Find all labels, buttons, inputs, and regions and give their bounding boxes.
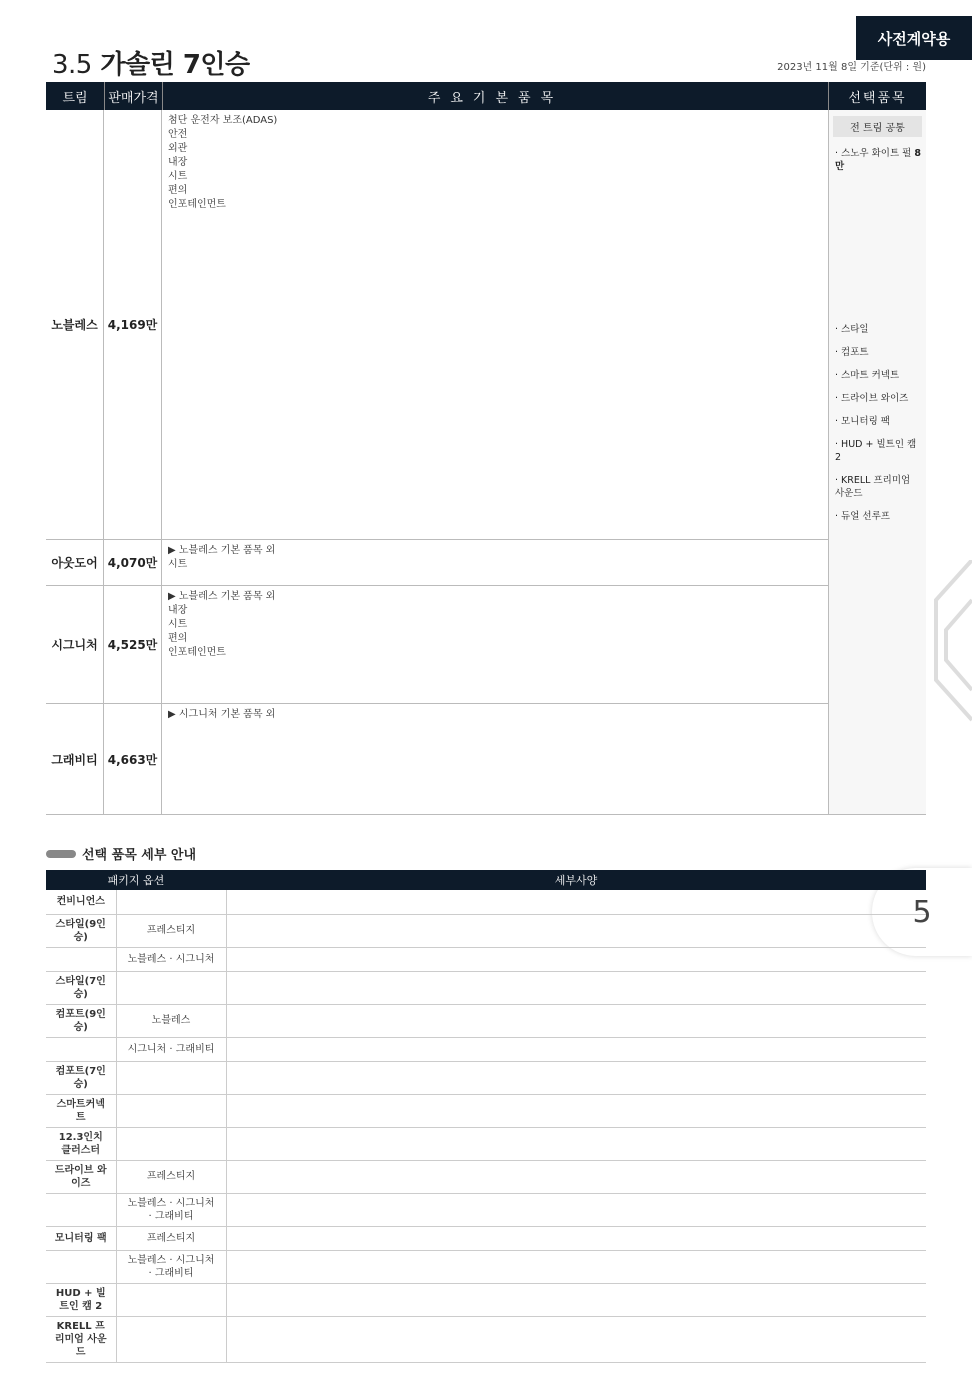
package-name: 스타일(9인승) [46, 914, 116, 947]
trim-name: 아웃도어 [46, 540, 104, 585]
feature-line: 편의 [168, 185, 188, 196]
date-note: 2023년 11월 8일 기준(단위 : 원) [777, 62, 926, 73]
package-name [46, 1250, 116, 1283]
package-name: KRELL 프리미엄 사운드 [46, 1316, 116, 1362]
trim-features [162, 540, 828, 585]
package-spec [226, 914, 926, 947]
table-row [46, 1250, 926, 1283]
package-name: 컨비니언스 [46, 890, 116, 914]
page-number-badge: 5 [872, 868, 972, 956]
package-sub-trim: 프레스티지 [116, 914, 226, 947]
package-spec [226, 1094, 926, 1127]
package-spec [226, 1250, 926, 1283]
feature-line: ▶ 노블레스 기본 품목 외 [168, 545, 276, 556]
feature-line: 편의 [168, 633, 188, 644]
package-name: 컴포트(9인승) [46, 1004, 116, 1037]
package-sub-trim [116, 1127, 226, 1160]
package-name: 스마트커넥트 [46, 1094, 116, 1127]
trim-features [162, 704, 828, 814]
feature-line: 인포테인먼트 [168, 199, 226, 210]
package-spec [226, 1037, 926, 1061]
feature-line: 내장 [168, 605, 188, 616]
title-text: 가솔린 7인승 [100, 50, 250, 80]
title-number: 3.5 [52, 50, 92, 80]
trim-rows [46, 110, 828, 814]
table-row [46, 914, 926, 947]
trim-table [46, 82, 926, 815]
package-spec [226, 1061, 926, 1094]
feature-line: ▶ 시그니처 기본 품목 외 [168, 709, 276, 720]
option-item: · 모니터링 팩 [835, 416, 890, 427]
header-trim: 트림 [62, 90, 88, 106]
table-row [46, 1160, 926, 1193]
package-sub-trim: 노블레스 · 시그니처 · 그래비티 [116, 1193, 226, 1226]
trim-row-gravity [46, 704, 828, 814]
option-item: · 드라이브 와이즈 [835, 393, 909, 404]
package-name: 모니터링 팩 [46, 1226, 116, 1250]
trim-table-body [46, 110, 926, 815]
package-name: 12.3인치 클러스터 [46, 1127, 116, 1160]
trim-price: 4,525만 [104, 586, 162, 703]
common-options-title: 전 트림 공통 [833, 116, 922, 137]
table-row [46, 1004, 926, 1037]
detail-header-package: 패키지 옵션 [46, 870, 226, 890]
package-name [46, 947, 116, 971]
package-sub-trim [116, 1061, 226, 1094]
package-sub-trim: 노블레스 · 시그니처 [116, 947, 226, 971]
option-item: · 스타일 [835, 324, 869, 335]
package-sub-trim: 시그니처 · 그래비티 [116, 1037, 226, 1061]
package-spec [226, 1127, 926, 1160]
options-column [828, 110, 926, 814]
package-sub-trim: 노블레스 [116, 1004, 226, 1037]
package-spec [226, 1004, 926, 1037]
option-item: · HUD + 빌트인 캠2 [835, 439, 917, 463]
table-row [46, 971, 926, 1004]
trim-name: 시그니처 [46, 586, 104, 703]
package-sub-trim: 프레스티지 [116, 1226, 226, 1250]
package-sub-trim [116, 1283, 226, 1316]
header-price: 판매가격 [104, 82, 162, 110]
feature-line: 시트 [168, 559, 188, 570]
trim-price: 4,169만 [104, 110, 162, 539]
table-row [46, 1094, 926, 1127]
package-spec [226, 890, 926, 914]
table-row [46, 1316, 926, 1362]
package-spec [226, 971, 926, 1004]
pre-contract-tag: 사전계약용 [856, 16, 972, 60]
table-row [46, 1127, 926, 1160]
feature-line: 인포테인먼트 [168, 647, 226, 658]
header-options: 선택품목 [828, 82, 926, 110]
table-row [46, 1226, 926, 1250]
trim-name: 노블레스 [46, 110, 104, 539]
table-row [46, 1283, 926, 1316]
section-bar-icon [46, 850, 76, 858]
feature-line: 외관 [168, 143, 188, 154]
feature-line: 시트 [168, 171, 188, 182]
trim-table-header [46, 82, 926, 110]
package-spec [226, 1226, 926, 1250]
package-name: 드라이브 와이즈 [46, 1160, 116, 1193]
option-item: · 컴포트 [835, 347, 869, 358]
trim-features [162, 110, 828, 539]
option-item: · 스마트 커넥트 [835, 370, 900, 381]
package-sub-trim [116, 971, 226, 1004]
header-features: 주요기본품목 [162, 82, 828, 110]
package-sub-trim [116, 1316, 226, 1362]
detail-header-spec: 세부사양 [226, 870, 926, 890]
table-row [46, 947, 926, 971]
package-spec [226, 1316, 926, 1362]
package-sub-trim: 프레스티지 [116, 1160, 226, 1193]
detail-table [46, 870, 926, 1363]
package-spec [226, 1193, 926, 1226]
feature-line: 시트 [168, 619, 188, 630]
table-row [46, 1037, 926, 1061]
package-name [46, 1193, 116, 1226]
package-name: HUD + 빌트인 캠 2 [46, 1283, 116, 1316]
option-item: · 스노우 화이트 펄 8만 [835, 148, 921, 172]
option-item: · 듀얼 선루프 [835, 511, 890, 522]
package-name: 스타일(7인승) [46, 971, 116, 1004]
table-row [46, 1061, 926, 1094]
table-row [46, 890, 926, 914]
package-sub-trim [116, 890, 226, 914]
package-spec [226, 1160, 926, 1193]
package-name [46, 1037, 116, 1061]
option-item: · KRELL 프리미엄 사운드 [835, 475, 911, 499]
side-decoration [926, 560, 972, 1160]
trim-name: 그래비티 [46, 704, 104, 814]
feature-line: ▶ 노블레스 기본 품목 외 [168, 591, 276, 602]
page-title [52, 44, 250, 81]
feature-line: 안전 [168, 129, 188, 140]
package-spec [226, 1283, 926, 1316]
trim-features [162, 586, 828, 703]
trim-row-signature [46, 586, 828, 704]
trim-row-noblesse [46, 110, 828, 540]
trim-price: 4,663만 [104, 704, 162, 814]
trim-row-outdoor [46, 540, 828, 586]
package-sub-trim: 노블레스 · 시그니처 · 그래비티 [116, 1250, 226, 1283]
package-sub-trim [116, 1094, 226, 1127]
trim-price: 4,070만 [104, 540, 162, 585]
detail-section-title: 선택 품목 세부 안내 [46, 844, 196, 863]
feature-line: 내장 [168, 157, 188, 168]
feature-line: 첨단 운전자 보조(ADAS) [168, 115, 278, 126]
package-spec [226, 947, 926, 971]
table-row [46, 1193, 926, 1226]
package-name: 컴포트(7인승) [46, 1061, 116, 1094]
